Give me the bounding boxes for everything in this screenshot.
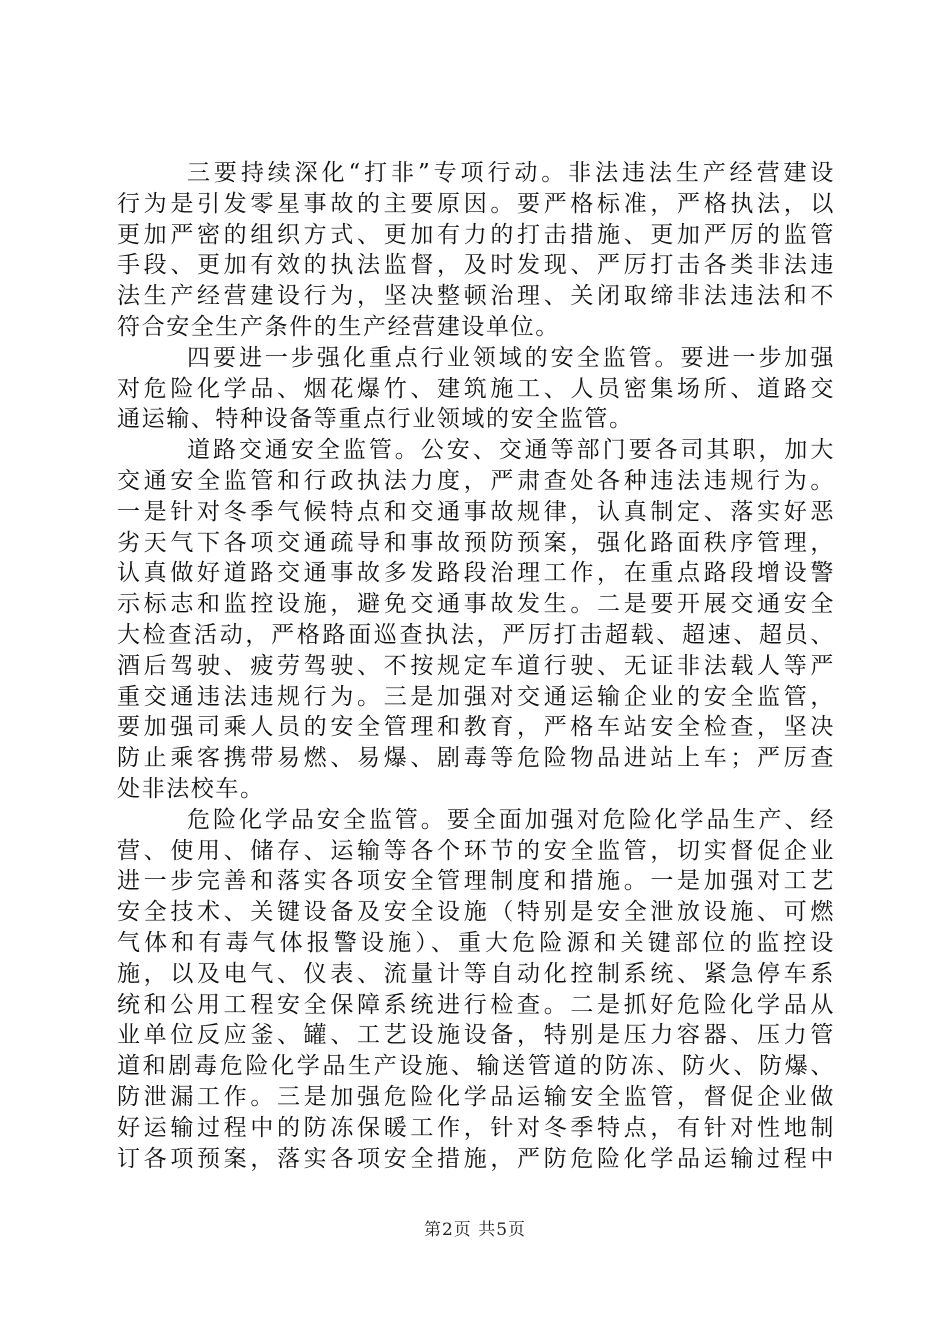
text-line: 重交通违法违规行为。三是加强对交通运输企业的安全监管， [117,683,835,710]
text-line: 气体和有毒气体报警设施）、重大危险源和关键部位的监控设 [117,929,835,956]
text-line: 行为是引发零星事故的主要原因。要严格标准，严格执法，以 [117,190,835,217]
text-line: 营、使用、储存、运输等各个环节的安全监管，切实督促企业 [117,837,835,864]
text-line: 防泄漏工作。三是加强危险化学品运输安全监管，督促企业做 [117,1083,835,1110]
text-line: 处非法校车。 [117,775,265,802]
text-line: 通运输、特种设备等重点行业领域的安全监管。 [117,406,634,433]
text-line: 统和公用工程安全保障系统进行检查。二是抓好危险化学品从 [117,991,835,1018]
document-body [117,158,835,1174]
text-line: 劣天气下各项交通疏导和事故预防预案，强化路面秩序管理， [117,529,835,556]
text-line: 要加强司乘人员的安全管理和教育，严格车站安全检查，坚决 [117,714,835,741]
text-line: 好运输过程中的防冻保暖工作，针对冬季特点，有针对性地制 [117,1114,835,1141]
paragraph [117,158,835,343]
page-footer: 第2页 共5页 [423,1220,527,1240]
text-line: 示标志和监控设施，避免交通事故发生。二是要开展交通安全 [117,591,835,618]
text-line: 认真做好道路交通事故多发路段治理工作，在重点路段增设警 [117,560,835,587]
text-line: 更加严密的组织方式、更加有力的打击措施、更加严厉的监管 [117,221,835,248]
text-line: 大检查活动，严格路面巡查执法，严厉打击超载、超速、超员、 [117,621,835,648]
text-line: 酒后驾驶、疲劳驾驶、不按规定车道行驶、无证非法载人等严 [117,652,835,679]
text-line: 订各项预案，落实各项安全措施，严防危险化学品运输过程中 [117,1145,835,1172]
text-line: 三要持续深化“打非”专项行动。非法违法生产经营建设 [187,160,835,186]
text-line: 道路交通安全监管。公安、交通等部门要各司其职，加大 [187,437,835,464]
paragraph [117,435,835,805]
paragraph [117,343,835,435]
text-line: 安全技术、关键设备及安全设施（特别是安全泄放设施、可燃 [117,899,835,926]
text-line: 交通安全监管和行政执法力度，严肃查处各种违法违规行为。 [117,467,835,494]
text-line: 业单位反应釜、罐、工艺设施设备，特别是压力容器、压力管 [117,1022,835,1049]
text-line: 四要进一步强化重点行业领域的安全监管。要进一步加强 [187,344,835,371]
text-line: 手段、更加有效的执法监督，及时发现、严厉打击各类非法违 [117,252,835,279]
text-line: 符合安全生产条件的生产经营建设单位。 [117,313,560,340]
text-line: 防止乘客携带易燃、易爆、剧毒等危险物品进站上车；严厉查 [117,745,835,772]
text-line: 进一步完善和落实各项安全管理制度和措施。一是加强对工艺 [117,868,835,895]
text-line: 一是针对冬季气候特点和交通事故规律，认真制定、落实好恶 [117,498,835,525]
text-line: 对危险化学品、烟花爆竹、建筑施工、人员密集场所、道路交 [117,375,835,402]
text-line: 道和剧毒危险化学品生产设施、输送管道的防冻、防火、防爆、 [117,1053,835,1080]
paragraph [117,805,835,1175]
text-line: 危险化学品安全监管。要全面加强对危险化学品生产、经 [187,806,835,833]
text-line: 法生产经营建设行为，坚决整顿治理、关闭取缔非法违法和不 [117,283,835,310]
text-line: 施，以及电气、仪表、流量计等自动化控制系统、紧急停车系 [117,960,835,987]
